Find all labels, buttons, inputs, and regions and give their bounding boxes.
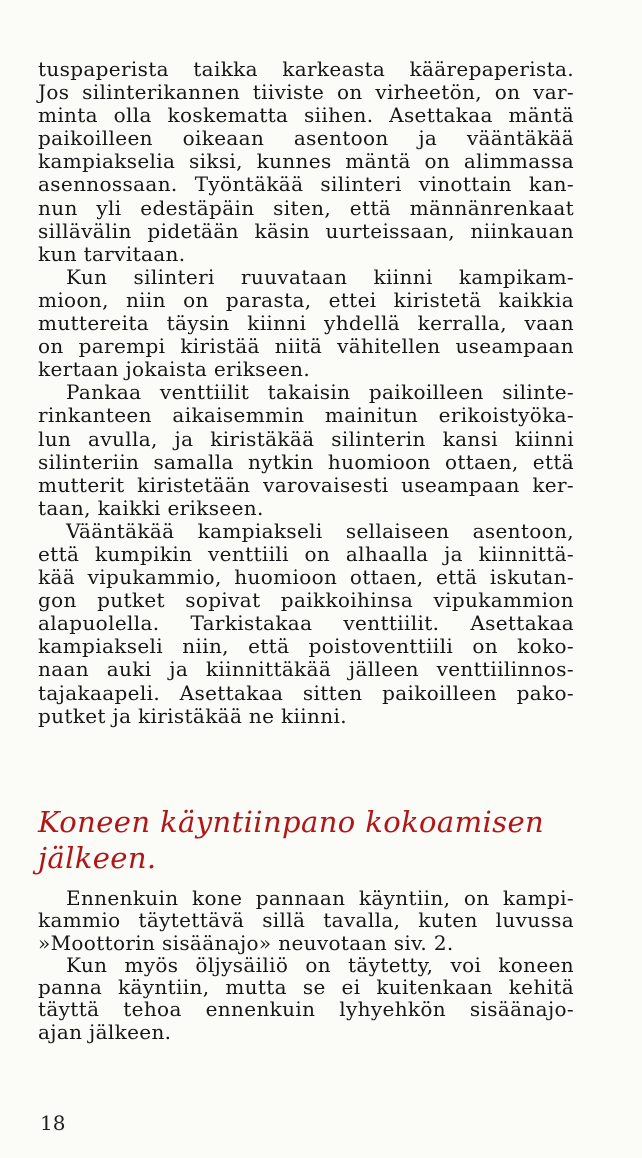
text-line: silinteriin samalla nytkin huomioon ottaen, että (38, 449, 574, 474)
text-line: taan, kaikki erikseen. (38, 495, 264, 520)
text-line: kampiakselia siksi, kunnes mäntä on alimmassa (38, 149, 574, 174)
text-line: tajakaapeli. Asettakaa sitten paikoilleen pako- (38, 680, 574, 705)
text-line: putket ja kiristäkää ne kiinni. (38, 703, 347, 728)
text-line: sillävälin pidetään käsin uurteissaan, niinkauan (38, 218, 574, 243)
text-line: »Moottorin sisäänajo» neuvotaan siv. 2. (38, 930, 454, 955)
text-line: naan auki ja kiinnittäkää jälleen venttiilinnos- (38, 657, 574, 682)
text-line: kun tarvitaan. (38, 241, 186, 266)
paragraph-running-in (38, 954, 574, 1043)
text-line: nun yli edestäpäin siten, että männänrenkaat (38, 195, 574, 220)
paragraph-crankcase-oil (38, 887, 574, 954)
text-line: kertaan jokaista erikseen. (38, 357, 311, 382)
text-line: rinkanteen aikaisemmin mainitun erikoistyöka- (38, 403, 574, 428)
text-line: täyttä tehoa ennenkuin lyhyehkön sisäänajo- (38, 997, 574, 1022)
text-line: lun avulla, ja kiristäkää silinterin kansi kiinni (38, 426, 574, 451)
paragraph-continuation (38, 58, 574, 266)
page-number: 18 (40, 1111, 66, 1135)
section-text-block (38, 887, 574, 1043)
text-line: Jos silinterikannen tiiviste on virheetön, on var- (38, 80, 574, 105)
text-line: Pankaa venttiilit takaisin paikoilleen silinte- (66, 380, 574, 405)
text-line: kampiakseli niin, että poistoventtiili on koko- (38, 634, 574, 659)
text-line: mioon, niin on parasta, ettei kiristetä kaikkia (38, 287, 574, 312)
text-line: että kumpikin venttiili on alhaalla ja kiinnittä- (38, 541, 574, 566)
paragraph-cylinder-mounting (38, 266, 574, 381)
text-line: Vääntäkää kampiakseli sellaiseen asentoon, (66, 518, 574, 543)
heading-line: Koneen käyntiinpano kokoamisen (38, 805, 545, 839)
text-line: alapuolella. Tarkistakaa venttiilit. Asettakaa (38, 611, 574, 636)
text-line: kää vipukammio, huomioon ottaen, että iskutan- (38, 565, 574, 590)
text-line: minta olla koskematta siihen. Asettakaa mäntä (38, 103, 574, 128)
text-line: Kun myös öljysäiliö on täytetty, voi koneen (66, 952, 574, 977)
text-line: muttereita täysin kiinni yhdellä kerralla, vaan (38, 311, 574, 336)
paragraph-valves (38, 381, 574, 520)
text-line: gon putket sopivat paikkoihinsa vipukammion (38, 588, 574, 613)
main-text-block (38, 58, 574, 728)
text-line: mutterit kiristetään varovaisesti useampaan ker- (38, 472, 574, 497)
text-line: Ennenkuin kone pannaan käyntiin, on kampi- (66, 886, 574, 910)
text-line: kammio täytettävä sillä tavalla, kuten luvussa (38, 908, 574, 933)
text-line: tuspaperista taikka karkeasta käärepaperista. (38, 57, 574, 81)
text-line: on parempi kiristää niitä vähitellen useampaan (38, 334, 574, 359)
text-line: panna käyntiin, mutta se ei kuitenkaan kehitä (38, 975, 574, 1000)
heading-line: jälkeen. (38, 841, 157, 875)
text-line: paikoilleen oikeaan asentoon ja vääntäkää (38, 126, 574, 151)
section-heading (38, 804, 598, 876)
text-line: Kun silinteri ruuvataan kiinni kampikam- (66, 264, 574, 289)
text-line: ajan jälkeen. (38, 1019, 172, 1044)
paragraph-crankshaft (38, 520, 574, 728)
text-line: asennossaan. Työntäkää silinteri vinottain kan- (38, 172, 574, 197)
